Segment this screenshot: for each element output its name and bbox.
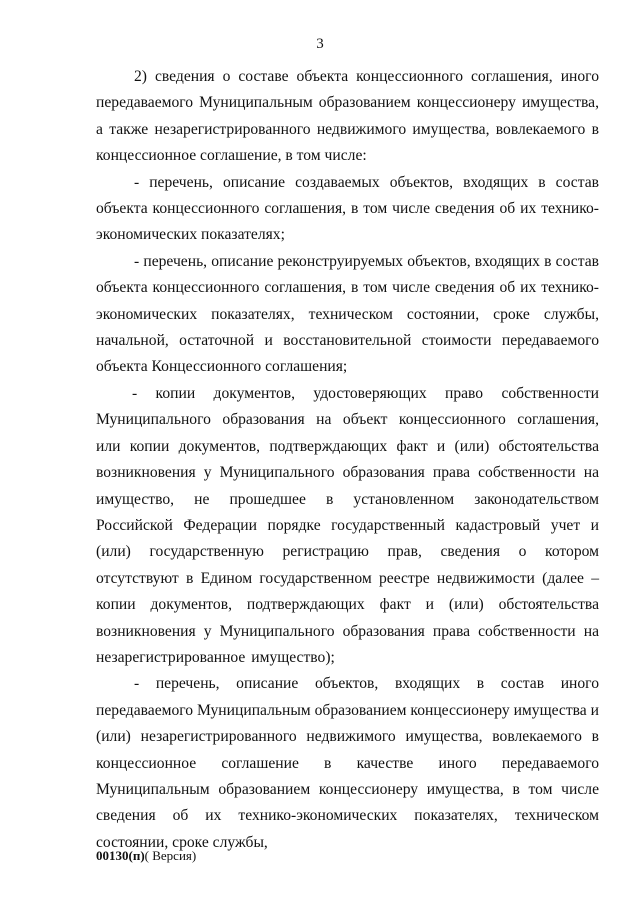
footer bbox=[96, 848, 196, 864]
paragraph-concession-info: 2) сведения о составе объекта концессионного соглашения, иного передаваемого Муниципальным образованием концессионеру имущества, а также незарегистрированного недвижимого имущества, вовлекаемого в концессионное соглашение, в том числе: bbox=[96, 68, 599, 165]
page-number: 3 bbox=[316, 36, 324, 52]
paragraph-ownership-documents: - копии документов, удостоверяющих право собственности Муниципального образования на объект концессионного соглашения, или копии документов, подтверждающих факт и (или) обстоятельства возникновения у Муниципального образования права собственности на имущество, не прошедшее в установленном законодательством Российской Федерации порядке государственный кадастровый учет и (или) государственную регистрацию прав, сведения о котором отсутствуют в Едином государственном реестре недвижимости (далее – копии документов, подтверждающих факт и (или) обстоятельства возникновения у Муниципального образования права собственности на незарегистрированное имущество); bbox=[96, 384, 599, 666]
document-version: ( Версия) bbox=[144, 848, 197, 863]
paragraph-created-objects: - перечень, описание создаваемых объектов, входящих в состав объекта концессионного соглашения, в том числе сведения об их технико-экономических показателях; bbox=[96, 173, 599, 244]
document-code: 00130(п) bbox=[96, 848, 145, 863]
document-body bbox=[96, 64, 599, 856]
paragraph-reconstructed-objects: - перечень, описание реконструируемых объектов, входящих в состав объекта концессионного соглашения, в том числе сведения об их технико-экономических показателях, техническом состоянии, сроке службы, начальной, остаточной и восстановительной стоимости передаваемого объекта Концессионного соглашения; bbox=[96, 252, 599, 376]
paragraph-other-property: - перечень, описание объектов, входящих в состав иного передаваемого Муниципальным образованием концессионеру имущества и (или) незарегистрированного недвижимого имущества, вовлекаемого в концессионное соглашение в качестве иного передаваемого Муниципальным образованием концессионеру имущества, в том числе сведения об их технико-экономических показателях, техническом состоянии, сроке службы, bbox=[96, 675, 599, 851]
